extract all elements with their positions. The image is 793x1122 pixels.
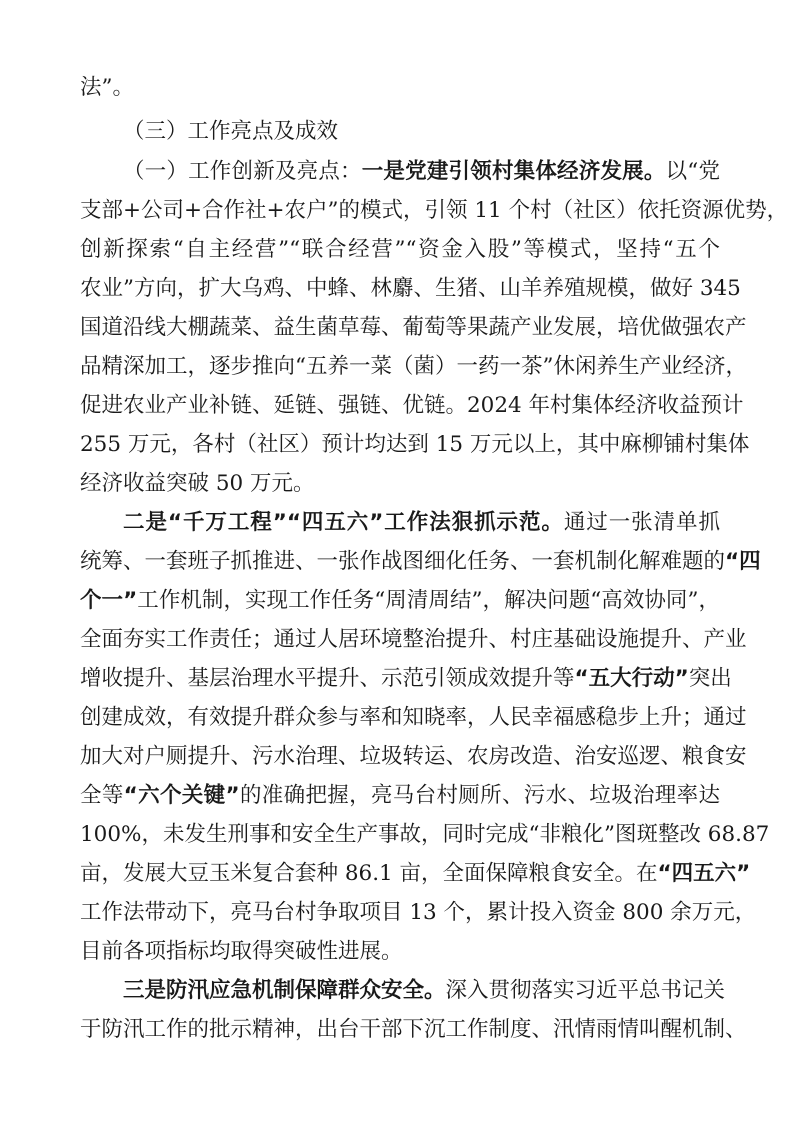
bold-term: 个一” xyxy=(80,588,138,613)
paragraph-2-line-6: 创建成效，有效提升群众参与率和知晓率，人民幸福感稳步上升；通过 xyxy=(80,705,747,730)
text-span: 亩，发展大豆玉米复合套种 86.1 亩，全面保障粮食安全。在 xyxy=(80,861,658,886)
bold-lead: 二是“千万工程”“四五六”工作法狠抓示范。 xyxy=(123,510,564,535)
text-span: 全等 xyxy=(80,783,124,808)
paragraph-2-line-10 xyxy=(80,859,751,889)
bold-lead: 三是防汛应急机制保障群众安全。 xyxy=(123,978,446,1003)
text-span: 通过一张清单抓 xyxy=(563,510,720,535)
paragraph-1-line-4: 农业”方向，扩大乌鸡、中蜂、林麝、生猪、山羊养殖规模，做好 345 xyxy=(80,276,741,301)
paragraph-1-line-8: 255 万元，各村（社区）预计均达到 15 万元以上，其中麻柳铺村集体 xyxy=(80,432,750,457)
bold-term: “五大行动” xyxy=(574,666,689,691)
text-span: 的准确把握，亮马台村厕所、污水、垃圾治理率达 xyxy=(239,783,720,808)
paragraph-2-line-2 xyxy=(80,547,761,577)
subheading-label: （一）工作创新及亮点： xyxy=(123,159,362,184)
text-span: 增收提升、基层治理水平提升、示范引领成效提升等 xyxy=(80,666,575,691)
paragraph-1-line-2: 支部+公司+合作社+农户”的模式，引领 11 个村（社区）依托资源优势， xyxy=(80,198,789,223)
paragraph-3-line-1 xyxy=(123,976,726,1006)
paragraph-2-line-8 xyxy=(80,781,720,811)
paragraph-2-line-9: 100%，未发生刑事和安全生产事故，同时完成“非粮化”图斑整改 68.87 xyxy=(80,822,770,847)
paragraph-1-line-1 xyxy=(123,157,720,187)
paragraph-2-line-4: 全面夯实工作责任；通过人居环境整治提升、村庄基础设施提升、产业 xyxy=(80,627,747,652)
text-span: 深入贯彻落实习近平总书记关 xyxy=(445,978,726,1003)
paragraph-1-line-5: 国道沿线大棚蔬菜、益生菌草莓、葡萄等果蔬产业发展，培优做强农产 xyxy=(80,315,747,340)
paragraph-2-line-11: 工作法带动下，亮马台村争取项目 13 个，累计投入资金 800 余万元， xyxy=(80,900,757,925)
paragraph-1-line-3: 创新探索“自主经营”“联合经营”“资金入股”等模式，坚持“五个 xyxy=(80,237,720,262)
paragraph-tail-line xyxy=(80,73,720,103)
paragraph-1-line-9: 经济收益突破 50 万元。 xyxy=(80,471,315,496)
paragraph-2-line-1 xyxy=(123,508,720,538)
paragraph-3-line-2: 于防汛工作的批示精神，出台干部下沉工作制度、汛情雨情叫醒机制、 xyxy=(80,1017,747,1042)
bold-lead: 一是党建引领村集体经济发展。 xyxy=(361,159,666,184)
text-span: 法”。 xyxy=(80,75,134,100)
paragraph-2-line-12: 目前各项指标均取得突破性进展。 xyxy=(80,939,403,964)
paragraph-2-line-7: 加大对户厕提升、污水治理、垃圾转运、农房改造、治安巡逻、粮食安 xyxy=(80,744,747,769)
text-span: 统筹、一套班子抓推进、一张作战图细化任务、一套机制化解难题的 xyxy=(80,549,726,574)
paragraph-1-line-6: 品精深加工，逐步推向“五养一菜（菌）一药一茶”休闲养生产业经济， xyxy=(80,354,747,379)
text-span: 工作机制，实现工作任务“周清周结”，解决问题“高效协同”， xyxy=(137,588,721,613)
bold-term: “六个关键” xyxy=(123,783,240,808)
paragraph-2-line-5 xyxy=(80,664,732,694)
paragraph-2-line-3 xyxy=(80,586,720,616)
text-span: 突出 xyxy=(688,666,732,691)
bold-term: “四 xyxy=(725,549,761,574)
section-heading: （三）工作亮点及成效 xyxy=(123,119,339,144)
text-span: 以“党 xyxy=(665,159,720,184)
bold-term: “四五六” xyxy=(657,861,751,886)
paragraph-1-line-7: 促进农业产业补链、延链、强链、优链。2024 年村集体经济收益预计 xyxy=(80,393,744,418)
